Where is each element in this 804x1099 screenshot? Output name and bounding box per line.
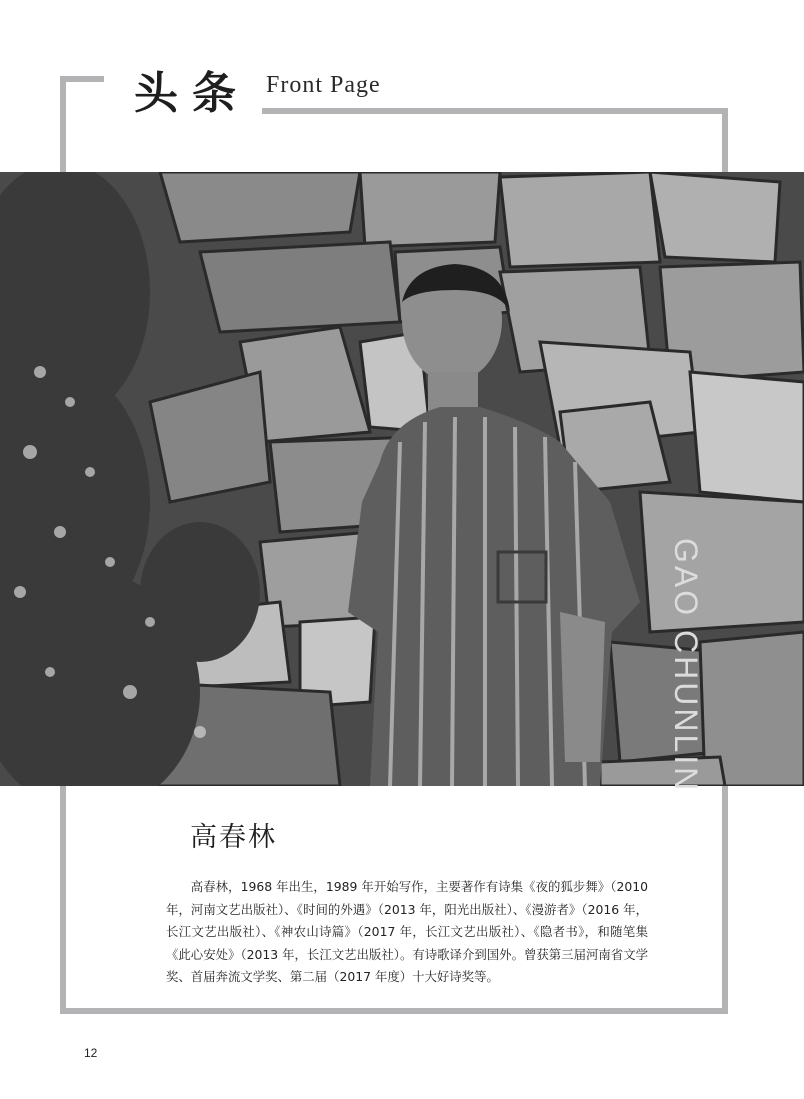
section-title-chinese: 头条 [134,68,250,119]
page-number: 12 [84,1046,98,1060]
vertical-author-name: GAO CHUNLIN [668,538,704,794]
author-bio: 高春林，1968 年出生，1989 年开始写作，主要著作有诗集《夜的狐步舞》（2010 年，河南文艺出版社）、《时间的外遇》（2013 年，阳光出版社）、《漫游者》（2016 年，长江文艺出版社）、《神农山诗篇》（2017 年，长江文艺出版社）、《隐者书》，和随笔集《此心安处》（2013 年，长江文艺出版社）。有诗歌译介到国外。曾获第三届河南省文学奖、首届奔流文学奖、第二届（2017 年度）十大好诗奖等。 [166,879,648,984]
frame-top-right-border [262,108,728,114]
frame-top-left-border [60,76,104,82]
frame-bottom-border [60,1008,728,1014]
section-title-english: Front Page [266,72,381,98]
author-name: 高春林 [190,822,277,853]
